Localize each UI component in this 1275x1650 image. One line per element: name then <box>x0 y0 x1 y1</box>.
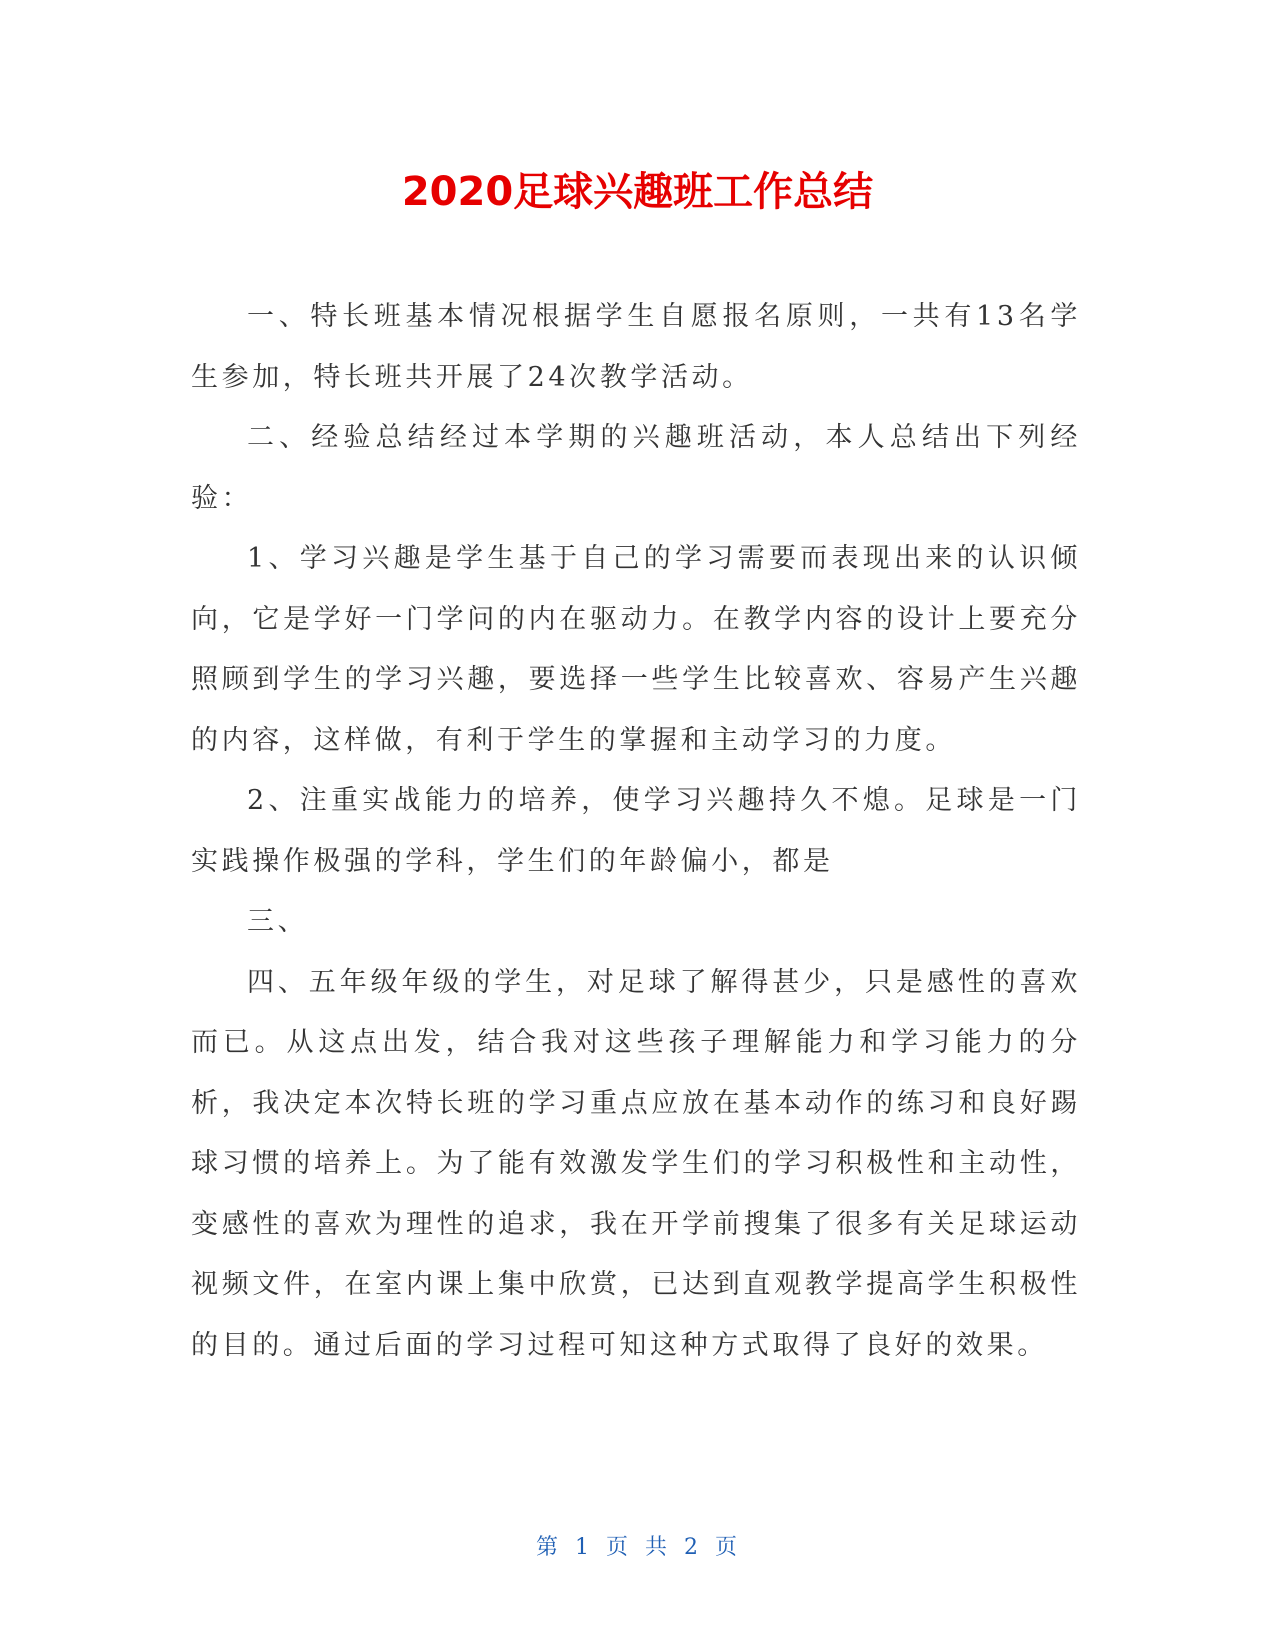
paragraph-experience-summary: 二、经验总结经过本学期的兴趣班活动，本人总结出下列经验： <box>191 422 1081 514</box>
document-body <box>191 287 1081 1376</box>
document-title: 2020足球兴趣班工作总结 <box>401 169 874 215</box>
paragraph-section-three: 三、 <box>247 906 309 937</box>
paragraph-learning-interest: 1、学习兴趣是学生基于自己的学习需要而表现出来的认识倾向，它是学好一门学问的内在驱动力。在教学内容的设计上要充分照顾到学生的学习兴趣，要选择一些学生比较喜欢、容易产生兴趣的内容，这样做，有利于学生的掌握和主动学习的力度。 <box>191 543 1081 756</box>
paragraph-section-four: 四、五年级年级的学生，对足球了解得甚少，只是感性的喜欢而已。从这点出发，结合我对这些孩子理解能力和学习能力的分析，我决定本次特长班的学习重点应放在基本动作的练习和良好踢球习惯的培养上。为了能有效激发学生们的学习积极性和主动性，变感性的喜欢为理性的追求，我在开学前搜集了很多有关足球运动视频文件，在室内课上集中欣赏，已达到直观教学提高学生积极性的目的。通过后面的学习过程可知这种方式取得了良好的效果。 <box>191 966 1081 1361</box>
page-number-footer: 第 1 页 共 2 页 <box>536 1535 739 1560</box>
paragraph-basic-info: 一、特长班基本情况根据学生自愿报名原则，一共有13名学生参加，特长班共开展了24次教学活动。 <box>191 301 1081 393</box>
paragraph-practical-ability: 2、注重实战能力的培养，使学习兴趣持久不熄。足球是一门实践操作极强的学科，学生们的年龄偏小，都是 <box>191 785 1081 877</box>
